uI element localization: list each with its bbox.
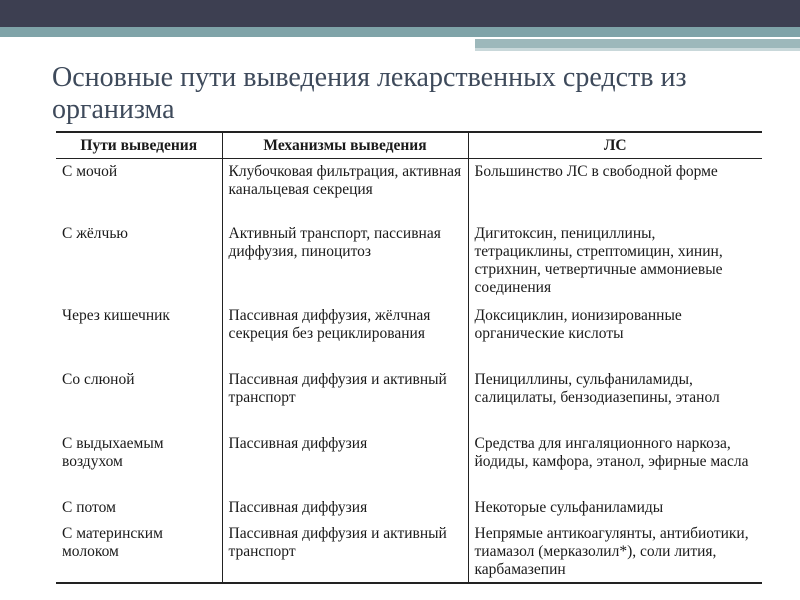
cell-drugs: Средства для ингаляционного наркоза, йодиды, камфора, этанол, эфирные масла [468, 431, 762, 495]
header-route: Пути выведения [56, 133, 222, 159]
table-row [56, 303, 762, 367]
slide-title: Основные пути выведения лекарственных средств из организма [52, 62, 687, 125]
cell-route: С жёлчью [62, 225, 128, 242]
cell-route: Со слюной [62, 371, 135, 388]
cell-drugs: Пенициллины, сульфаниламиды, салицилаты, бензодиазепины, этанол [468, 367, 762, 431]
cell-drugs: Дигитоксин, пенициллины, тетрациклины, стрептомицин, хинин, стрихнин, четвертичные аммониевые соединения [468, 221, 762, 303]
cell-route: С материнским молоком [62, 525, 163, 560]
header-drugs: ЛС [468, 133, 762, 159]
cell-mechanism: Пассивная диффузия [222, 431, 468, 495]
table-row [56, 221, 762, 303]
banner-teal-band [0, 27, 800, 37]
table-row [56, 431, 762, 495]
cell-mechanism: Пассивная диффузия и активный транспорт [222, 521, 468, 583]
cell-mechanism: Пассивная диффузия и активный транспорт [222, 367, 468, 431]
cell-mechanism: Клубочковая фильтрация, активная канальцевая секреция [222, 159, 468, 222]
cell-drugs: Большинство ЛС в свободной форме [468, 159, 762, 222]
cell-drugs: Доксициклин, ионизированные органические кислоты [468, 303, 762, 367]
cell-drugs: Некоторые сульфаниламиды [468, 495, 762, 521]
cell-route: С мочой [62, 163, 118, 180]
cell-route: С потом [62, 499, 116, 516]
table-header-row [56, 133, 762, 159]
excretion-table [56, 131, 762, 584]
banner-thin-band [475, 48, 800, 51]
excretion-table-grid [56, 133, 762, 583]
table-row [56, 159, 762, 222]
banner-dark-band [0, 0, 800, 27]
cell-drugs: Непрямые антикоагулянты, антибиотики, тиамазол (мерказолил*), соли лития, карбамазепин [468, 521, 762, 583]
cell-route: С выдыхаемым воздухом [62, 435, 164, 470]
cell-mechanism: Пассивная диффузия, жёлчная секреция без рециклирования [222, 303, 468, 367]
header-mechanism: Механизмы выведения [222, 133, 468, 159]
cell-mechanism: Активный транспорт, пассивная диффузия, пиноцитоз [222, 221, 468, 303]
banner-accent-band [475, 39, 800, 48]
table-row [56, 495, 762, 521]
table-row [56, 521, 762, 583]
table-row [56, 367, 762, 431]
cell-mechanism: Пассивная диффузия [222, 495, 468, 521]
header-banner [0, 0, 800, 52]
cell-route: Через кишечник [62, 307, 170, 324]
